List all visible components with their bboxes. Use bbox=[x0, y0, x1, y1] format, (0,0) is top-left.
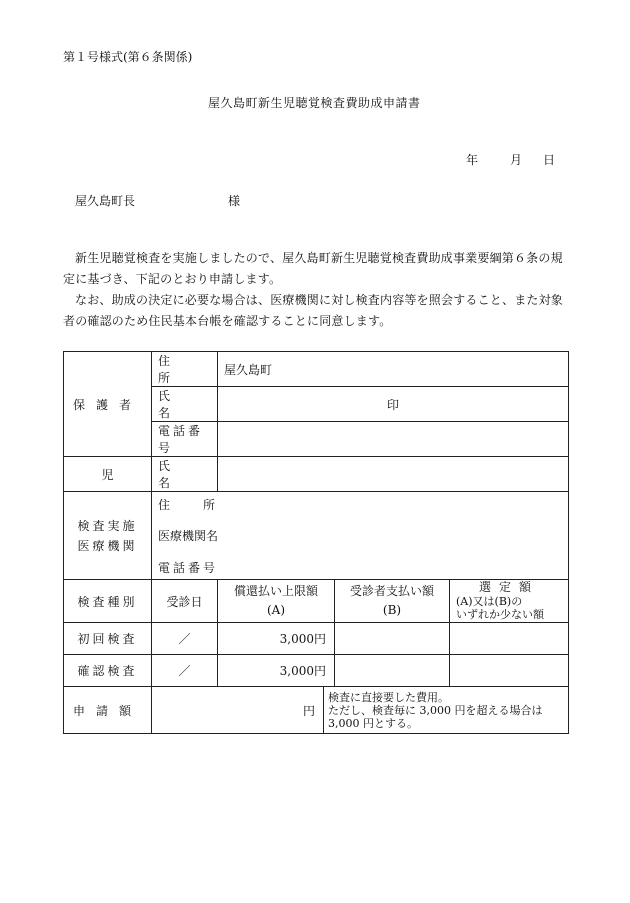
guardian-address-value: 屋久島町 bbox=[224, 362, 273, 377]
institution-phone-label: 電話番号 bbox=[158, 560, 219, 575]
institution-label-cell bbox=[64, 492, 152, 580]
guardian-address-field[interactable] bbox=[218, 352, 569, 387]
paragraph-request: 新生児聴覚検査を実施しましたので、屋久島町新生児聴覚検査費助成事業要綱第６条の規定に基づき、下記のとおり申請します。 bbox=[63, 251, 563, 286]
application-label-cell bbox=[64, 687, 152, 734]
row2-limit: 3,000円 bbox=[279, 664, 326, 678]
application-note-line3: 3,000 円とする。 bbox=[328, 717, 418, 730]
child-label: 児 bbox=[101, 467, 114, 482]
guardian-label: 保護者 bbox=[72, 397, 142, 412]
child-label-cell bbox=[64, 457, 152, 492]
row1-type-cell bbox=[64, 623, 152, 655]
row1-selected-field[interactable] bbox=[450, 623, 569, 655]
guardian-phone-field[interactable] bbox=[218, 422, 569, 457]
application-amount-field[interactable] bbox=[152, 687, 324, 734]
header-selected-line3: いずれか少ない額 bbox=[456, 608, 544, 621]
form-number: 第１号様式(第６条関係) bbox=[63, 50, 193, 64]
date-year-label: 年 bbox=[466, 153, 479, 167]
guardian-phone-label-cell bbox=[152, 422, 218, 457]
header-paid-cell bbox=[335, 580, 450, 623]
application-note-line1: 検査に直接要した費用。 bbox=[328, 691, 449, 704]
child-name-label-cell bbox=[152, 457, 218, 492]
paragraph-consent: なお、助成の決定に必要な場合は、医療機関に対し検査内容等を照会すること、また対象者の確認のため住民基本台帳を確認することに同意します。 bbox=[63, 293, 564, 328]
guardian-address-label: 住所 bbox=[158, 354, 204, 385]
application-note-cell bbox=[324, 687, 569, 734]
row2-limit-cell bbox=[218, 655, 335, 687]
guardian-phone-label: 電話番号 bbox=[158, 424, 204, 455]
header-selected-line2: (A)又は(B)の bbox=[456, 595, 523, 608]
header-limit-cell bbox=[218, 580, 335, 623]
application-unit: 円 bbox=[302, 703, 315, 718]
row1-date-slash: ／ bbox=[178, 632, 191, 646]
child-name-label: 氏名 bbox=[158, 459, 204, 490]
institution-label-line1: 検査実施 bbox=[77, 518, 138, 533]
guardian-name-field[interactable] bbox=[218, 387, 569, 422]
header-paid-line2: (B) bbox=[382, 603, 402, 617]
header-limit-line1: 償還払い上限額 bbox=[233, 584, 318, 598]
institution-name-label: 医療機関名 bbox=[158, 529, 219, 543]
header-date-cell bbox=[152, 580, 218, 623]
row2-selected-field[interactable] bbox=[450, 655, 569, 687]
header-selected-line1: 選定額 bbox=[478, 580, 539, 594]
date-day-label: 日 bbox=[543, 153, 556, 167]
child-name-field[interactable] bbox=[218, 457, 569, 492]
institution-fields[interactable] bbox=[152, 492, 569, 580]
header-date: 受診日 bbox=[166, 594, 203, 609]
application-label: 申請額 bbox=[72, 703, 142, 718]
row1-paid-field[interactable] bbox=[335, 623, 450, 655]
seal-mark: 印 bbox=[386, 397, 399, 412]
row2-type: 確認検査 bbox=[77, 664, 138, 678]
row2-date-field[interactable] bbox=[152, 655, 218, 687]
guardian-name-label: 氏名 bbox=[158, 389, 204, 420]
date-month-label: 月 bbox=[510, 153, 523, 167]
institution-label-line2: 医療機関 bbox=[77, 538, 138, 553]
header-type-cell bbox=[64, 580, 152, 623]
header-type: 検査種別 bbox=[77, 594, 138, 609]
guardian-address-label-cell bbox=[152, 352, 218, 387]
row1-limit: 3,000円 bbox=[279, 632, 326, 646]
honorific: 様 bbox=[228, 194, 241, 208]
row1-limit-cell bbox=[218, 623, 335, 655]
document-title: 屋久島町新生児聴覚検査費助成申請書 bbox=[208, 96, 421, 110]
row2-paid-field[interactable] bbox=[335, 655, 450, 687]
application-note-line2: ただし、検査毎に 3,000 円を超える場合は bbox=[328, 704, 543, 717]
application-form-table bbox=[63, 351, 569, 734]
guardian-name-label-cell bbox=[152, 387, 218, 422]
addressee: 屋久島町長 bbox=[75, 194, 136, 208]
institution-address-label: 住所 bbox=[158, 497, 249, 512]
guardian-label-cell bbox=[64, 352, 152, 457]
row2-date-slash: ／ bbox=[178, 664, 191, 678]
header-paid-line1: 受診者支払い額 bbox=[349, 584, 434, 598]
header-selected-cell bbox=[450, 580, 569, 623]
row1-type: 初回検査 bbox=[77, 632, 138, 646]
row2-type-cell bbox=[64, 655, 152, 687]
header-limit-line2: (A) bbox=[266, 603, 286, 617]
row1-date-field[interactable] bbox=[152, 623, 218, 655]
